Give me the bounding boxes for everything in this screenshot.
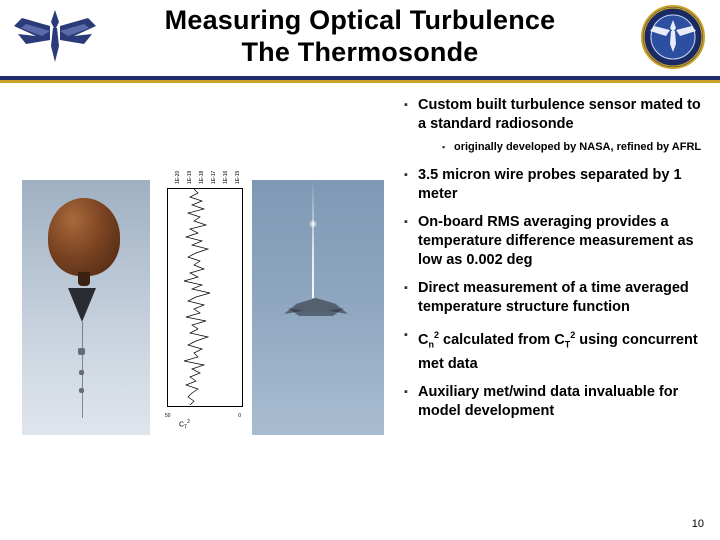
payload-package — [79, 370, 84, 375]
cn2-exp: 2 — [433, 330, 439, 340]
plot-left-axis-value: 50 — [165, 413, 171, 419]
bullet-item-cn2 — [404, 326, 704, 374]
page-number: 10 — [691, 518, 704, 530]
bullet-item — [404, 96, 704, 134]
bullet-item-sub — [442, 140, 704, 155]
light-flare — [309, 220, 317, 228]
plot-xtick: 1E-16 — [223, 170, 229, 184]
bullet-text: Auxiliary met/wind data invaluable for model development — [418, 383, 679, 419]
bullet-marker-icon: ▪ — [404, 99, 408, 111]
parachute — [68, 288, 96, 322]
cn2-mid: calculated from C — [439, 331, 565, 348]
bullet-text: 3.5 micron wire probes separated by 1 meter — [418, 167, 682, 202]
cn2-n: n — [428, 339, 434, 350]
payload-package — [79, 388, 84, 393]
bullet-text: Custom built turbulence sensor mated to a standard radiosonde — [418, 97, 701, 132]
bullet-item — [404, 213, 704, 270]
bullet-marker-icon: ▪ — [404, 385, 408, 398]
usaf-wings-logo — [12, 6, 98, 68]
plot-xtick: 1E-18 — [199, 170, 205, 184]
bullet-text: originally developed by NASA, refined by AFRL — [454, 141, 702, 153]
afrl-seal-logo — [640, 4, 706, 70]
bullet-text: On-board RMS averaging provides a temperature difference measurement as low as 0.002 deg — [418, 214, 694, 268]
title-line-1: Measuring Optical Turbulence — [164, 5, 556, 35]
bullet-item — [404, 279, 704, 317]
bullet-marker-icon: ▪ — [404, 329, 408, 341]
b2-aircraft-photo — [252, 180, 384, 435]
cn2-tail: using concurrent met data — [418, 331, 698, 372]
slide-title — [110, 4, 610, 68]
ct2-exp: 2 — [570, 330, 576, 340]
plot-xlabel-sup: 2 — [187, 419, 190, 426]
balloon-neck — [78, 272, 90, 286]
slide-header — [0, 0, 720, 84]
bullet-marker-icon: ▪ — [404, 216, 408, 228]
bullet-item — [404, 383, 704, 421]
ct2-profile-plot — [150, 170, 252, 435]
bullet-marker-icon: ▪ — [404, 169, 408, 181]
ct2-trace — [168, 189, 226, 405]
plot-x-axis-label — [179, 419, 190, 431]
bullet-list — [404, 96, 704, 430]
plot-xtick: 1E-17 — [211, 170, 217, 184]
plot-xlabel-sub: T — [184, 425, 188, 431]
ct2-t: T — [564, 339, 571, 350]
header-divider-gold — [0, 80, 720, 83]
plot-xtick: 1E-15 — [235, 170, 241, 184]
bullet-marker-icon: ▪ — [442, 142, 446, 152]
plot-xtick: 1E-20 — [175, 170, 181, 184]
contrail — [312, 180, 314, 298]
bullet-item — [404, 166, 704, 204]
cn2-c: C — [418, 331, 429, 348]
payload-package — [78, 348, 85, 355]
bullet-marker-icon: ▪ — [404, 282, 408, 294]
bullet-text: Direct measurement of a time averaged temperature structure function — [418, 280, 689, 315]
plot-xlabel-main: C — [179, 421, 185, 429]
weather-balloon-photo — [22, 180, 150, 435]
bullet-text-cn2 — [418, 326, 704, 374]
plot-xtick: 1E-19 — [187, 170, 193, 184]
balloon-envelope — [48, 198, 120, 276]
plot-right-axis-value: 0 — [238, 413, 241, 419]
title-line-2: The Thermosonde — [241, 37, 479, 67]
thermosonde-photo-panel — [22, 170, 384, 435]
